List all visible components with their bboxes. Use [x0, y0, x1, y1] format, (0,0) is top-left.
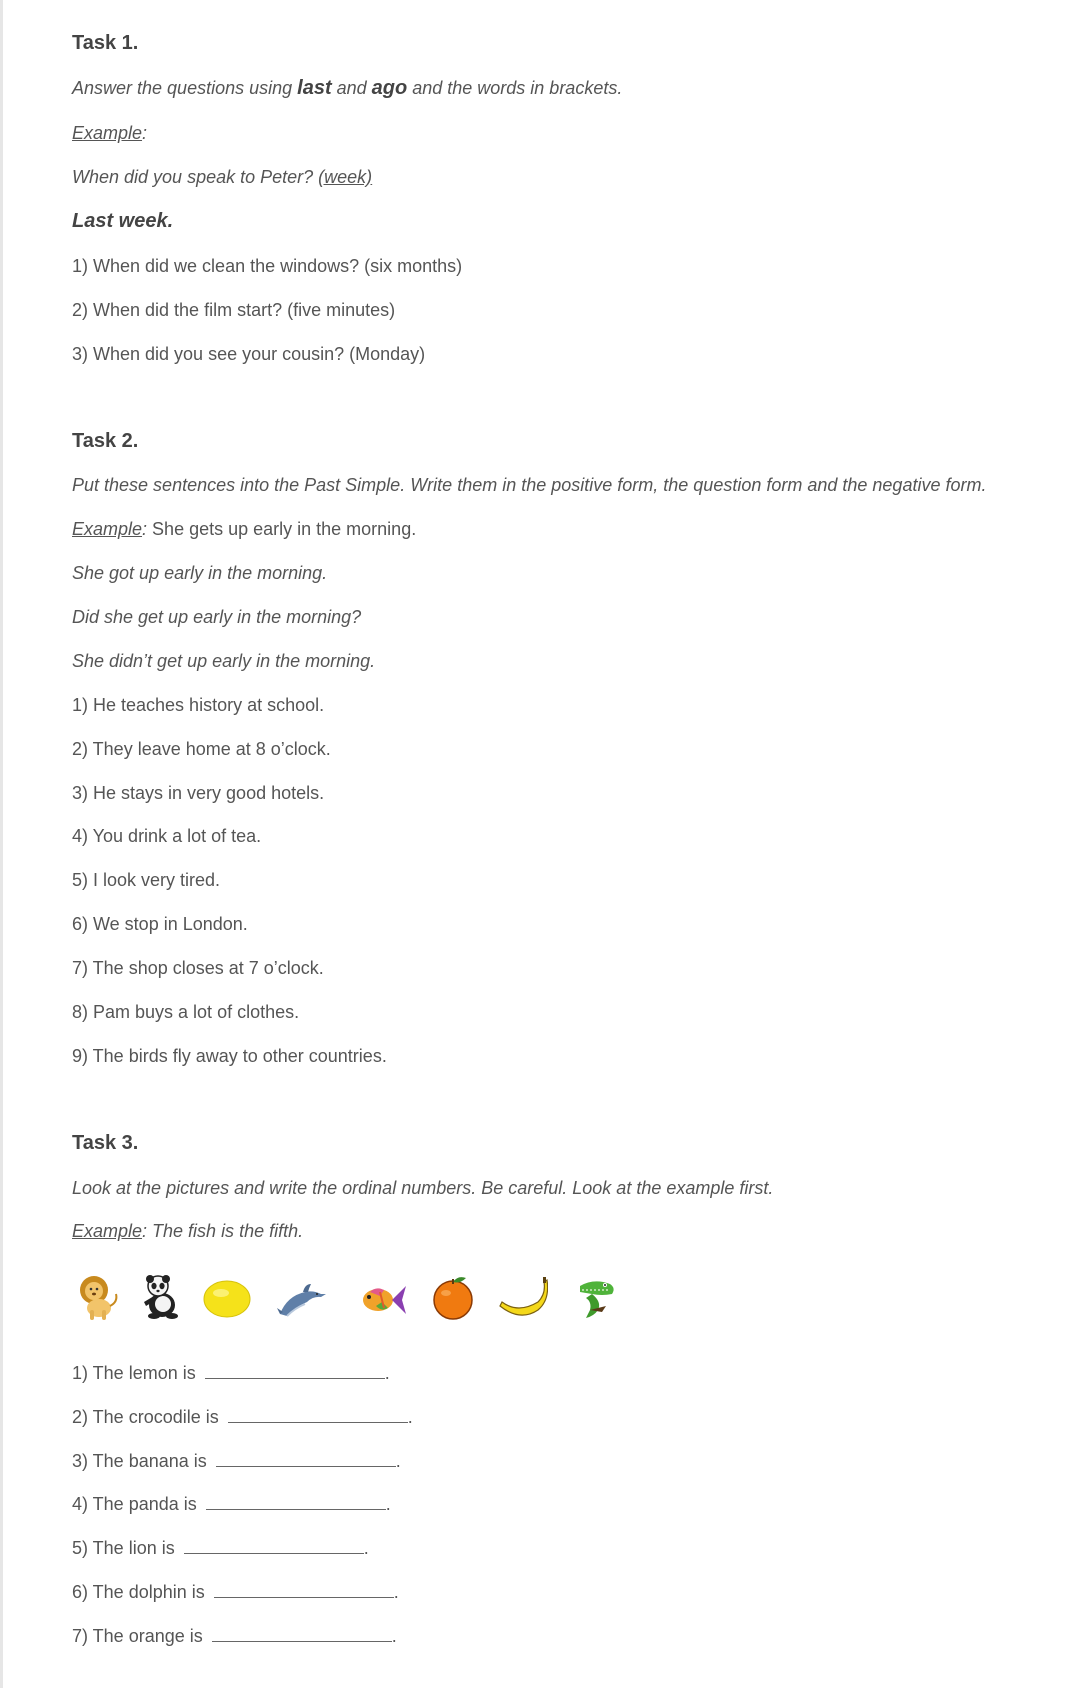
task3-instruction: Look at the pictures and write the ordinal numbers. Be careful. Look at the example first.	[72, 1178, 774, 1198]
task1-example-answer: Last week.	[72, 210, 174, 232]
example-bracket-word: (week)	[318, 167, 373, 187]
task2-item: 3) He stays in very good hotels.	[72, 783, 325, 803]
task3-example	[72, 1220, 303, 1242]
fish-icon	[358, 1272, 408, 1322]
end-mark: .	[363, 1538, 369, 1558]
task2-title: Task 2.	[72, 430, 139, 452]
task1-item: 1) When did we clean the windows? (six months)	[72, 256, 463, 276]
answer-blank[interactable]	[228, 1406, 408, 1423]
picture-row	[72, 1272, 712, 1322]
end-mark: .	[391, 1626, 397, 1646]
task3-item-text: 6) The dolphin is	[72, 1582, 205, 1602]
answer-blank[interactable]	[216, 1450, 396, 1467]
task2-example	[72, 518, 416, 540]
task3-item-text: 4) The panda is	[72, 1494, 197, 1514]
task3-title: Task 3.	[72, 1132, 139, 1154]
crocodile-icon	[572, 1272, 622, 1322]
task3-item	[72, 1625, 397, 1647]
end-mark: .	[407, 1407, 413, 1427]
task3-item-text: 5) The lion is	[72, 1538, 175, 1558]
task1-instruction-part: and	[331, 78, 372, 98]
task1-item: 3) When did you see your cousin? (Monday)	[72, 344, 426, 364]
task1-keyword-last: last	[297, 77, 332, 99]
task3-item	[72, 1581, 399, 1603]
example-label-text: Example	[72, 519, 143, 539]
example-colon: :	[142, 123, 148, 143]
task3-item-text: 7) The orange is	[72, 1626, 203, 1646]
task3-item	[72, 1406, 413, 1428]
task3-item	[72, 1450, 401, 1472]
task2-instruction: Put these sentences into the Past Simple. Write them in the positive form, the question form and the negative form.	[72, 475, 987, 495]
task3-item-text: 2) The crocodile is	[72, 1407, 219, 1427]
example-label-text: Example	[72, 123, 143, 143]
task2-item: 6) We stop in London.	[72, 914, 248, 934]
task2-item: 1) He teaches history at school.	[72, 695, 325, 715]
answer-blank[interactable]	[184, 1537, 364, 1554]
task3-item-text: 1) The lemon is	[72, 1363, 196, 1383]
task2-item: 7) The shop closes at 7 o’clock.	[72, 958, 324, 978]
task2-example-positive: She got up early in the morning.	[72, 563, 328, 583]
task3-item	[72, 1493, 391, 1515]
task3-item	[72, 1537, 369, 1559]
task1-instruction-part: Answer the questions using	[72, 78, 298, 98]
example-sentence: She gets up early in the morning.	[147, 519, 417, 539]
answer-blank[interactable]	[205, 1362, 385, 1379]
lion-icon	[72, 1272, 122, 1322]
task2-example-negative: She didn’t get up early in the morning.	[72, 651, 376, 671]
answer-blank[interactable]	[212, 1625, 392, 1642]
task1-item: 2) When did the film start? (five minutes)	[72, 300, 396, 320]
task1-example-label	[72, 122, 147, 144]
end-mark: .	[393, 1582, 399, 1602]
answer-blank[interactable]	[206, 1493, 386, 1510]
task2-item: 4) You drink a lot of tea.	[72, 826, 262, 846]
orange-icon	[428, 1272, 478, 1322]
banana-icon	[498, 1272, 548, 1322]
task1-example-question	[72, 166, 372, 188]
dolphin-icon	[277, 1272, 327, 1322]
example-sentence: : The fish is the fifth.	[142, 1221, 304, 1241]
task2-item: 8) Pam buys a lot of clothes.	[72, 1002, 300, 1022]
task2-example-question: Did she get up early in the morning?	[72, 607, 362, 627]
answer-blank[interactable]	[214, 1581, 394, 1598]
page-left-border	[0, 0, 3, 1688]
task2-item: 9) The birds fly away to other countries.	[72, 1046, 387, 1066]
example-label-text: Example	[72, 1221, 143, 1241]
lemon-icon	[202, 1272, 252, 1322]
task3-item-text: 3) The banana is	[72, 1451, 207, 1471]
task1-instruction-part: and the words in brackets.	[407, 78, 623, 98]
task2-item: 2) They leave home at 8 o’clock.	[72, 739, 331, 759]
task3-item	[72, 1362, 390, 1384]
panda-icon	[134, 1272, 184, 1322]
end-mark: .	[395, 1451, 401, 1471]
task1-title: Task 1.	[72, 32, 139, 54]
end-mark: .	[385, 1494, 391, 1514]
example-question-text: When did you speak to Peter?	[72, 167, 319, 187]
end-mark: .	[384, 1363, 390, 1383]
task1-keyword-ago: ago	[371, 77, 408, 99]
task1-instruction	[72, 77, 622, 99]
task2-item: 5) I look very tired.	[72, 870, 221, 890]
example-colon: :	[142, 519, 148, 539]
